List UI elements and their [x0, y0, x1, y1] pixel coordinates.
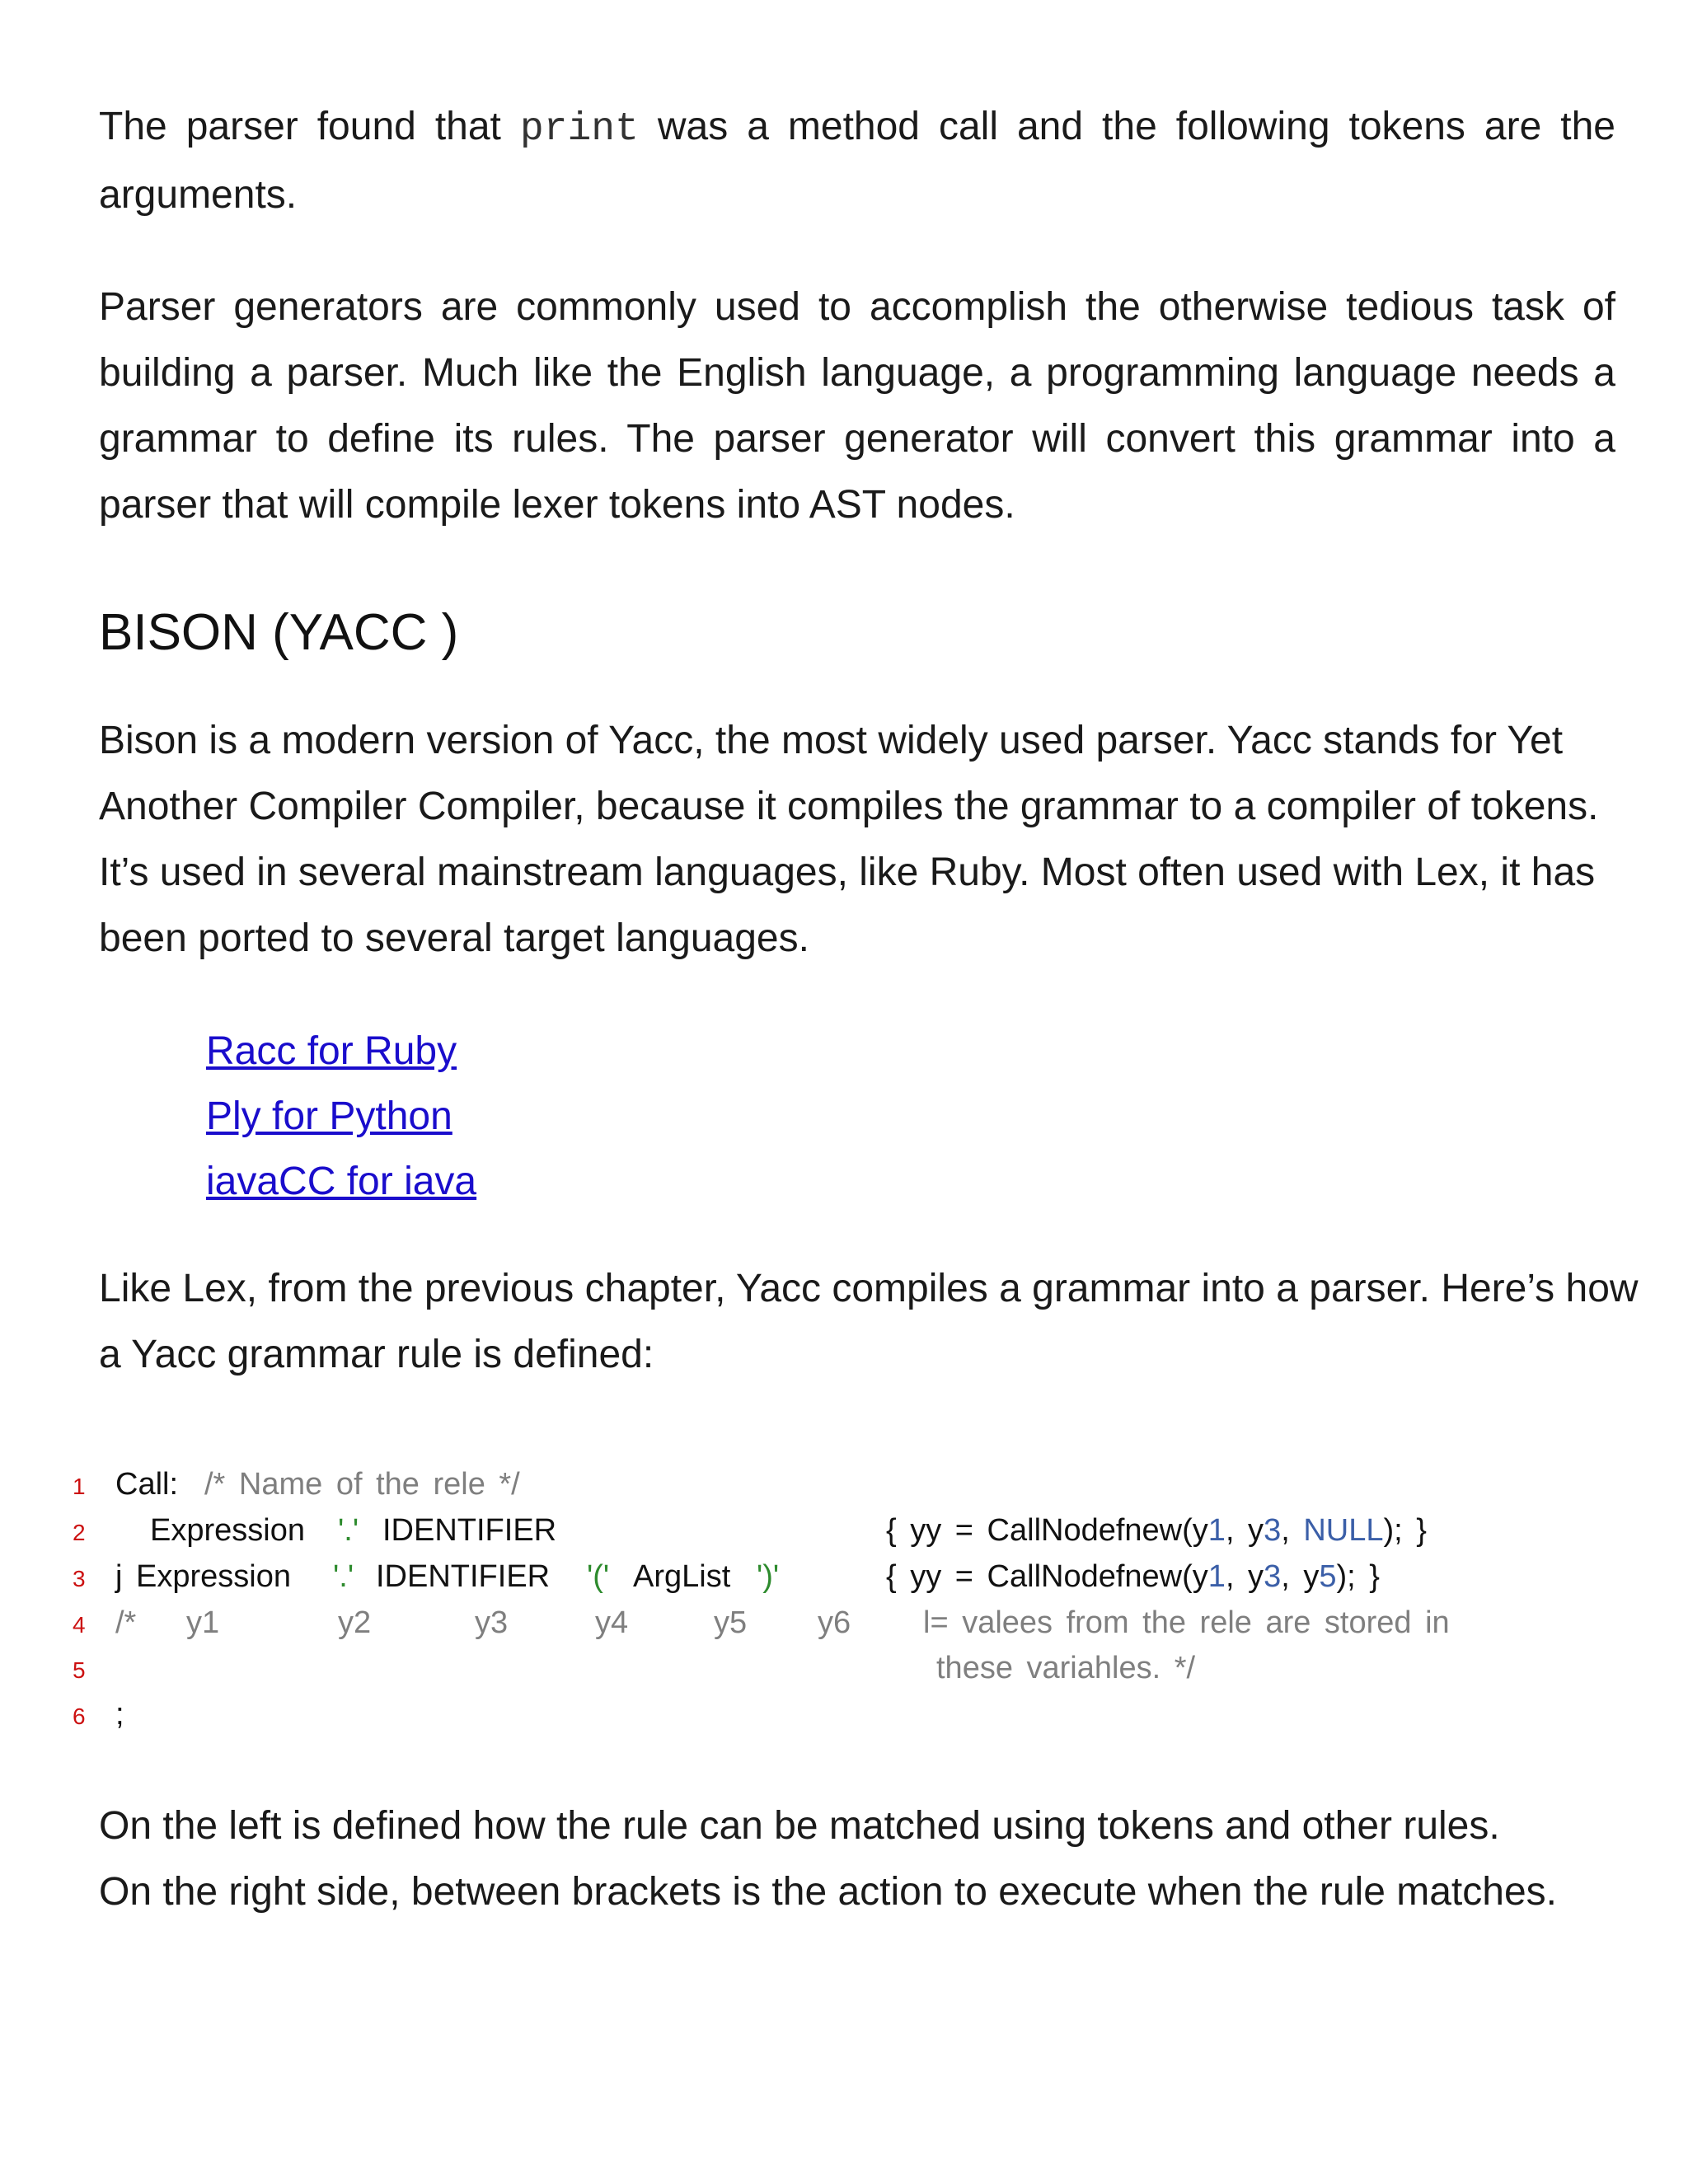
- code-comment-var: y3: [475, 1605, 509, 1640]
- link-javacc-for-java[interactable]: iavaCC for iava: [206, 1160, 477, 1203]
- left-side-paragraph: On the left is defined how the rule can be matched using tokens and other rules.: [99, 1804, 1500, 1848]
- right-side-paragraph: On the right side, between brackets is the action to execute when the rule matches.: [99, 1870, 1557, 1914]
- code-action-text: , y: [1281, 1559, 1320, 1594]
- code-string-dot: '.': [338, 1513, 359, 1548]
- code-string-rparen: ')': [757, 1559, 780, 1594]
- code-number: 1: [1207, 1559, 1226, 1594]
- code-expression: Expression: [150, 1513, 305, 1548]
- code-block: [0, 1459, 1688, 1739]
- intro-text-before: The parser found that: [99, 105, 520, 148]
- code-action-text: ); }: [1336, 1559, 1380, 1594]
- line-number: 4: [73, 1612, 86, 1638]
- code-rule-end: ;: [115, 1697, 124, 1732]
- intro-paragraph: [99, 94, 1615, 228]
- code-identifier: IDENTIFIER: [382, 1513, 557, 1548]
- section-heading: BISON (YACC ): [99, 604, 459, 661]
- line-number: 5: [73, 1657, 86, 1683]
- code-identifier: IDENTIFIER: [376, 1559, 551, 1594]
- code-number: 3: [1264, 1559, 1282, 1594]
- code-keyword-null: NULL: [1303, 1513, 1384, 1548]
- code-comment-var: y5: [714, 1605, 748, 1640]
- code-action-text: { yy = CallNodefnew(y: [886, 1513, 1208, 1548]
- line-number: 2: [73, 1520, 86, 1545]
- code-rule-name: Call:: [115, 1467, 179, 1502]
- code-comment: /* Name of the rele */: [204, 1467, 520, 1502]
- link-ply-for-python[interactable]: Ply for Python: [206, 1094, 452, 1138]
- parser-generators-paragraph: Parser generators are commonly used to accomplish the otherwise tedious task of building a parser. Much like the English language, a programming language needs a grammar to define its rules. The parser generator will convert this grammar into a parser that will compile lexer tokens into AST nodes.: [99, 285, 1615, 527]
- parser-links-list: [206, 1019, 476, 1214]
- code-comment-var: y4: [595, 1605, 629, 1640]
- code-action-text: , y: [1225, 1513, 1264, 1548]
- code-action-text: { yy = CallNodefnew(y: [886, 1559, 1208, 1594]
- code-comment-var: y1: [186, 1605, 220, 1640]
- code-alternative-expression: j Expression: [115, 1559, 291, 1594]
- code-comment-open: /*: [115, 1605, 137, 1640]
- line-number: 1: [73, 1474, 86, 1499]
- code-number: 1: [1207, 1513, 1226, 1548]
- code-action-text: , y: [1225, 1559, 1264, 1594]
- code-comment-var: y6: [818, 1605, 851, 1640]
- code-action-text: ); }: [1383, 1513, 1427, 1548]
- code-number: 3: [1264, 1513, 1282, 1548]
- line-number: 3: [73, 1566, 86, 1591]
- link-racc-for-ruby[interactable]: Racc for Ruby: [206, 1029, 457, 1073]
- code-action: [886, 1513, 1427, 1549]
- code-action: [886, 1559, 1380, 1595]
- code-string-lparen: '(': [587, 1559, 610, 1594]
- like-lex-paragraph: Like Lex, from the previous chapter, Yacc compiles a grammar into a parser. Here’s how a Yacc grammar rule is defined:: [99, 1267, 1639, 1376]
- code-comment-note: l= valees from the rele are stored in: [923, 1605, 1450, 1640]
- code-comment-var: y2: [338, 1605, 372, 1640]
- line-number: 6: [73, 1704, 86, 1729]
- intro-text-after: was a method call and the following tokens are the arguments.: [99, 105, 1615, 217]
- inline-code-print: print: [519, 107, 639, 152]
- code-comment-note: these variahles. */: [936, 1651, 1196, 1685]
- code-action-text: ,: [1281, 1513, 1304, 1548]
- bison-paragraph: Bison is a modern version of Yacc, the most widely used parser. Yacc stands for Yet Another Compiler Compiler, because it compiles the grammar to a compiler of tokens. It’s used in several mainstream languages, like Ruby. Most often used with Lex, it has been ported to several target languages.: [99, 719, 1599, 960]
- code-arglist: ArgList: [633, 1559, 731, 1594]
- code-string-dot: '.': [333, 1559, 354, 1594]
- code-number: 5: [1319, 1559, 1337, 1594]
